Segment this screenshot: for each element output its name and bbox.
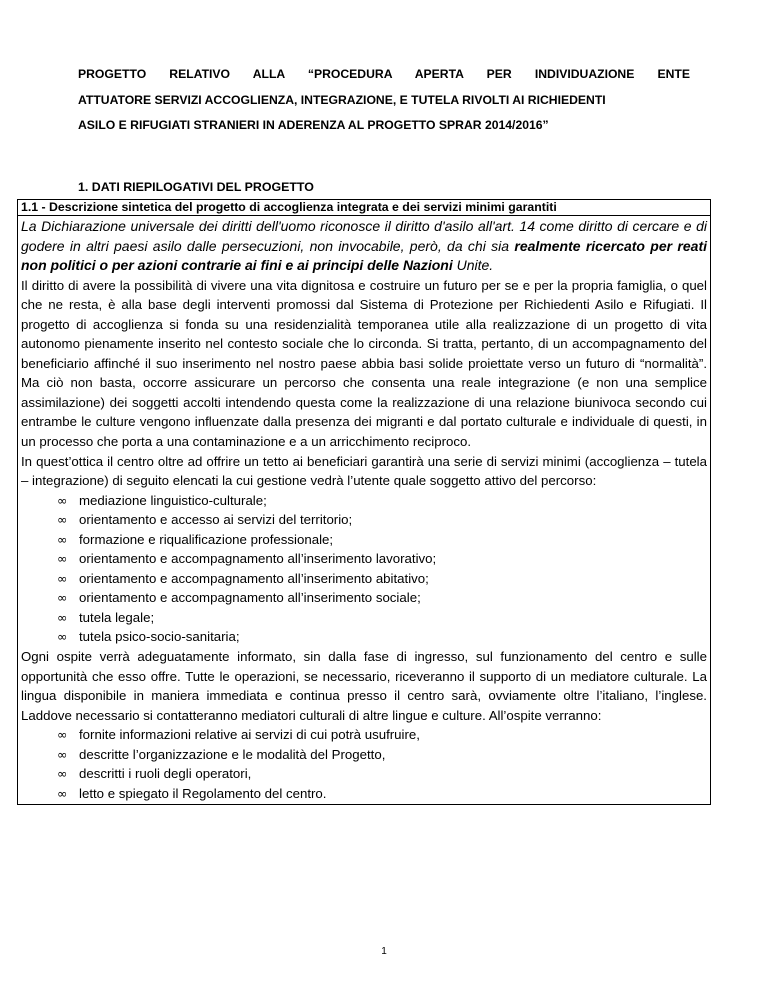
project-summary-box xyxy=(17,199,711,805)
list-item-text: descritti i ruoli degli operatori, xyxy=(79,766,252,782)
list-item xyxy=(57,627,707,647)
infinity-bullet-icon: ∞ xyxy=(57,512,68,528)
list-item xyxy=(57,549,707,569)
title-line-1: PROGETTO RELATIVO ALLA “PROCEDURA APERTA PER INDIVIDUAZIONE ENTE xyxy=(78,67,690,81)
guest-info-list xyxy=(21,725,707,803)
list-item xyxy=(57,745,707,765)
intro-text-1: La Dichiarazione universale dei diritti dell'uomo riconosce il diritto d'asilo all'art. 14 come diritto di cercare e di godere in altri paesi asilo dalle persecuzioni, non invocabile, però, da chi sia xyxy=(21,218,707,254)
page-number: 1 xyxy=(381,946,387,957)
infinity-bullet-icon: ∞ xyxy=(57,551,68,567)
infinity-bullet-icon: ∞ xyxy=(57,590,68,606)
list-item xyxy=(57,569,707,589)
services-list xyxy=(21,491,707,647)
infinity-bullet-icon: ∞ xyxy=(57,746,68,762)
box-body xyxy=(18,216,710,804)
list-item xyxy=(57,588,707,608)
infinity-bullet-icon: ∞ xyxy=(57,785,68,801)
list-item-text: descritte l’organizzazione e le modalità del Progetto, xyxy=(79,746,386,762)
infinity-bullet-icon: ∞ xyxy=(57,766,68,782)
list-item xyxy=(57,725,707,745)
list-item-text: tutela legale; xyxy=(79,609,155,625)
paragraph-2: In quest’ottica il centro oltre ad offrire un tetto ai beneficiari garantirà una serie di servizi minimi (accoglienza – tutela – integrazione) di seguito elencati la cui gestione vedrà l’utente quale soggetto attivo del percorso: xyxy=(21,453,707,489)
intro-paragraph xyxy=(21,217,707,276)
paragraph-3: Ogni ospite verrà adeguatamente informato, sin dalla fase di ingresso, sul funzionamento del centro e sulle opportunità che esso offre. Tutte le operazioni, se necessario, riceveranno il supporto di un mediatore culturale. La lingua disponibile in maniera immediata e continua presso il centro sarà, ovviamente oltre l’italiano, l’inglese. Laddove necessario si contatteranno mediatori culturali di altre lingue e culture. All’ospite verranno: xyxy=(21,649,707,723)
infinity-bullet-icon: ∞ xyxy=(57,531,68,547)
list-item-text: tutela psico-socio-sanitaria; xyxy=(79,629,240,645)
infinity-bullet-icon: ∞ xyxy=(57,492,68,508)
document-title xyxy=(78,62,690,139)
list-item-text: orientamento e accompagnamento all’inserimento abitativo; xyxy=(79,570,429,586)
list-item-text: letto e spiegato il Regolamento del centro. xyxy=(79,785,327,801)
paragraph-1: Il diritto di avere la possibilità di vivere una vita dignitosa e costruire un futuro per se e per la propria famiglia, o quel che ne resta, è alla base degli interventi promossi dal Sistema di Protezione per Richiedenti Asilo e Rifugiati. Il progetto di accoglienza si fonda su una residenzialità temporanea utile alla realizzazione di un progetto di vita autonomo pienamente inserito nel contesto sociale che lo circonda. Si tratta, pertanto, di un accompagnamento del beneficiario affinché il suo inserimento nel nostro paese abbia basi solide proiettate verso un futuro di “normalità”. Ma ciò non basta, occorre assicurare un percorso che consenta una reale integrazione (e non una semplice assimilazione) dei soggetti accolti intendendo questa come la realizzazione di una relazione biunivoca secondo cui entrambe le culture vengono influenzate dalla presenza dei migranti e dal portato culturale e individuale di questi, in un processo che porta a una contaminazione e a un arricchimento reciproco. xyxy=(21,277,707,450)
section-heading: 1. DATI RIEPILOGATIVI DEL PROGETTO xyxy=(78,180,314,194)
list-item xyxy=(57,764,707,784)
intro-text-bold: realmente ricercato per reati non politici o per azioni contrarie ai fini e ai principi delle Nazioni xyxy=(21,237,707,274)
infinity-bullet-icon: ∞ xyxy=(57,570,68,586)
list-item xyxy=(57,530,707,550)
infinity-bullet-icon: ∞ xyxy=(57,609,68,625)
list-item xyxy=(57,608,707,628)
title-line-3: ASILO E RIFUGIATI STRANIERI IN ADERENZA AL PROGETTO SPRAR 2014/2016” xyxy=(78,118,549,132)
list-item-text: mediazione linguistico-culturale; xyxy=(79,492,267,508)
intro-text-2: Unite. xyxy=(452,257,494,274)
list-item-text: orientamento e accompagnamento all’inserimento sociale; xyxy=(79,590,421,606)
list-item-text: orientamento e accesso ai servizi del territorio; xyxy=(79,512,353,528)
list-item xyxy=(57,491,707,511)
list-item xyxy=(57,784,707,804)
infinity-bullet-icon: ∞ xyxy=(57,629,68,645)
list-item-text: orientamento e accompagnamento all’inserimento lavorativo; xyxy=(79,551,437,567)
box-heading: 1.1 - Descrizione sintetica del progetto di accoglienza integrata e dei servizi minimi garantiti xyxy=(18,200,710,216)
list-item xyxy=(57,510,707,530)
list-item-text: fornite informazioni relative ai servizi di cui potrà usufruire, xyxy=(79,727,420,743)
title-line-2: ATTUATORE SERVIZI ACCOGLIENZA, INTEGRAZIONE, E TUTELA RIVOLTI AI RICHIEDENTI xyxy=(78,92,606,107)
list-item-text: formazione e riqualificazione professionale; xyxy=(79,531,334,547)
infinity-bullet-icon: ∞ xyxy=(57,727,68,743)
